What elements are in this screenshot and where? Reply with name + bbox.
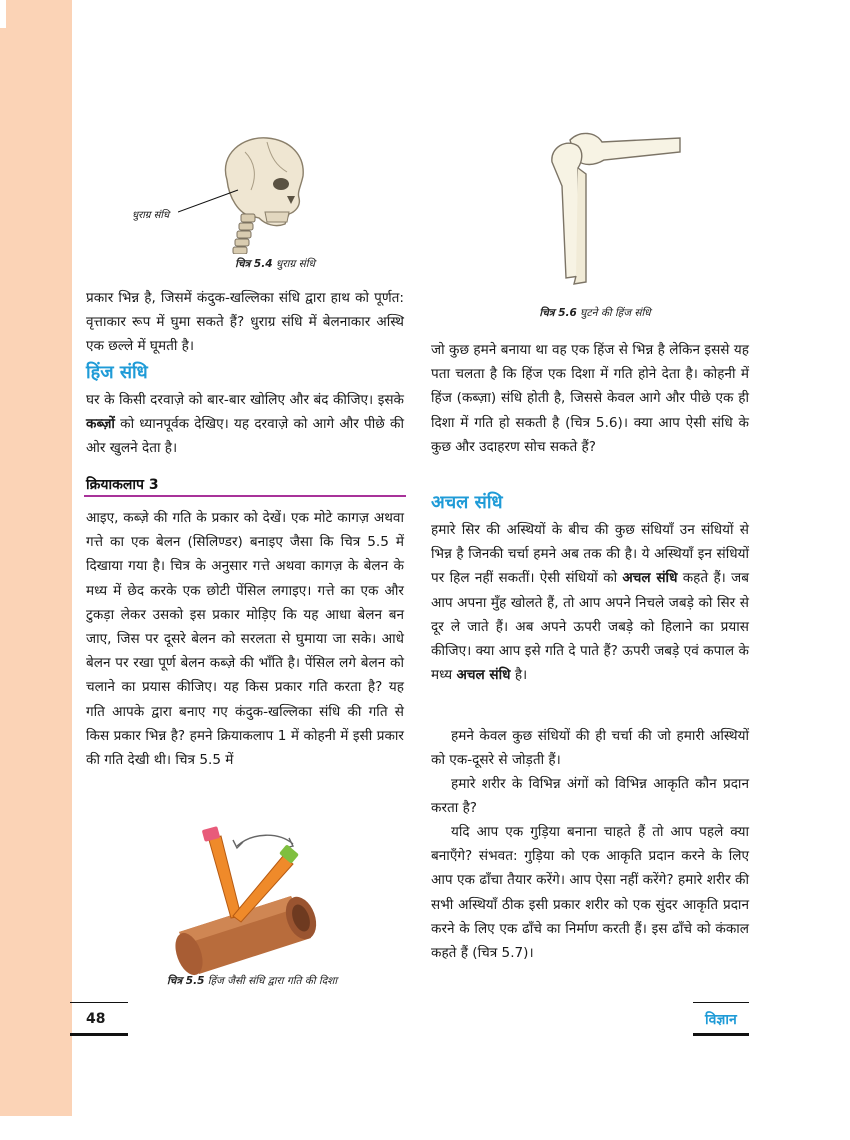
activity-3-text: आइए, कब्ज़े की गति के प्रकार को देखें। एक मोटे कागज़ अथवा गत्ते का एक बेलन (सिलिण्डर) बनाइए जैसा कि चित्र 5.5 में दिखाया गया है। चित्र के अनुसार गत्ते अथवा कागज़ के बेलन के मध्य में छेद करके एक छोटी पेंसिल लगाइए। गत्ते का एक और टुकड़ा लेकर उसको इस प्रकार मोड़िए कि यह आधा बेलन बन जाए, जिस पर दूसरे बेलन को सरलता से घुमाया जा सके। आधे बेलन पर रखा पूर्ण बेलन कब्ज़े की भाँति है। पेंसिल लगे बेलन को चलाने का प्रयास कीजिए। यह किस प्रकार गति करता है? यह गति आपके द्वारा बनाए गए कंदुक-खल्लिका संधि की गति से किस प्रकार भिन्न है? हमने क्रियाकलाप 1 में कोहनी में इसी प्रकार की गति देखी थी। चित्र 5.5 में — [86, 510, 404, 769]
subject-label: विज्ञान — [705, 1012, 737, 1028]
activity-3-title: क्रियाकलाप 3 — [86, 477, 159, 493]
fixed-text-a: हमारे सिर की अस्थियों के बीच की कुछ संधियाँ उन संधियों से भिन्न है जिनकी चर्चा हमने अब तक की है। ये अस्थियाँ इन संधियों पर हिल नहीं सकतीं। ऐसी संधियों को — [431, 522, 749, 587]
right-paragraph-3: हमने केवल कुछ संधियों की ही चर्चा की जो हमारी अस्थियों को एक-दूसरे से जोड़ती हैं। — [431, 728, 749, 769]
pivot-label-pointer — [178, 188, 240, 214]
figure-5-5-title: हिंज जैसी संधि द्वारा गति की दिशा — [207, 975, 338, 987]
figure-5-4-title: धुराग्र संधि — [275, 258, 315, 270]
fixed-bold-term-2: अचल संधि — [456, 667, 511, 684]
figure-5-6-caption — [500, 306, 690, 320]
fixed-bold-term-1: अचल संधि — [622, 570, 678, 587]
right-paragraph-1: जो कुछ हमने बनाया था वह एक हिंज से भिन्न है लेकिन इससे यह पता चलता है कि हिंज एक दिशा में गति होने देता है। कोहनी में हिंज (कब्ज़ा) संधि होती है, जिससे केवल आगे और पीछे एक ही दिशा में गति हो सकती है (चित्र 5.6)। क्या आप ऐसी संधि के कुछ और उदाहरण सोच सकते हैं? — [431, 342, 749, 455]
figure-5-5-caption — [112, 974, 392, 988]
figure-5-6-number: चित्र 5.6 — [539, 307, 577, 319]
hinge-model-illustration — [175, 826, 335, 976]
figure-5-4-number: चित्र 5.4 — [235, 258, 273, 270]
right-paragraph-2 — [431, 518, 749, 687]
figure-5-5-number: चित्र 5.5 — [166, 975, 205, 987]
footer-rule-top-right — [693, 1002, 749, 1003]
left-paragraph-2 — [86, 388, 404, 461]
right-paragraph-5: यदि आप एक गुड़िया बनाना चाहते हैं तो आप पहले क्या बनाएँगे? संभवत: गुड़िया को एक आकृति प्रदान करने के लिए आप एक ढाँचा तैयार करेंगे। आप ऐसा नहीं करेंगे? हमारे शरीर की सभी अस्थियाँ ठीक इसी प्रकार शरीर को एक सुंदर आकृति प्रदान करने के लिए एक ढाँचे का निर्माण करती हैं। इस ढाँचे को कंकाल कहते हैं (चित्र 5.7)। — [431, 824, 749, 962]
fixed-joint-heading: अचल संधि — [431, 492, 503, 513]
elbow-hinge-illustration — [540, 126, 690, 288]
figure-5-6-title: घुटने की हिंज संधि — [580, 307, 651, 319]
left-paragraph-1: प्रकार भिन्न है, जिसमें कंदुक-खल्लिका संधि द्वारा हाथ को पूर्णत: वृत्ताकार रूप में घुमा सकते हैं? धुराग्र संधि में बेलनाकार अस्थि एक छल्ले में घूमती है। — [86, 290, 404, 355]
footer-rule-top-left — [70, 1002, 128, 1003]
page-side-strip — [0, 0, 72, 1116]
fixed-text-b: कहते हैं। जब आप अपना मुँह खोलते हैं, तो आप अपने निचले जबड़े को सिर से दूर ले जाते हैं। अब अपने ऊपरी जबड़े को हिलाने का प्रयास कीजिए। क्या आप इसे गति दे पाते हैं? ऊपरी जबड़े एवं कपाल के मध्य — [431, 570, 749, 684]
page-side-tab — [0, 0, 6, 28]
hinge-bold-term: कब्ज़ों — [86, 416, 115, 433]
pivot-joint-label: धुराग्र संधि — [132, 210, 170, 221]
page-number: 48 — [86, 1011, 106, 1027]
right-paragraph-4: हमारे शरीर के विभिन्न अंगों को विभिन्न आकृति कौन प्रदान करता है? — [431, 776, 749, 817]
hinge-text-a: घर के किसी दरवाज़े को बार-बार खोलिए और बंद कीजिए। इसके — [86, 392, 404, 408]
figure-5-4-caption — [180, 257, 370, 271]
activity-underline — [84, 495, 406, 497]
hinge-text-b: को ध्यानपूर्वक देखिए। यह दरवाज़े को आगे और पीछे की ओर खुलने देता है। — [86, 416, 404, 457]
footer-rule-bottom-right — [693, 1033, 749, 1036]
fixed-text-c: है। — [510, 667, 528, 684]
footer-rule-bottom-left — [70, 1033, 128, 1036]
hinge-joint-heading: हिंज संधि — [86, 362, 148, 383]
